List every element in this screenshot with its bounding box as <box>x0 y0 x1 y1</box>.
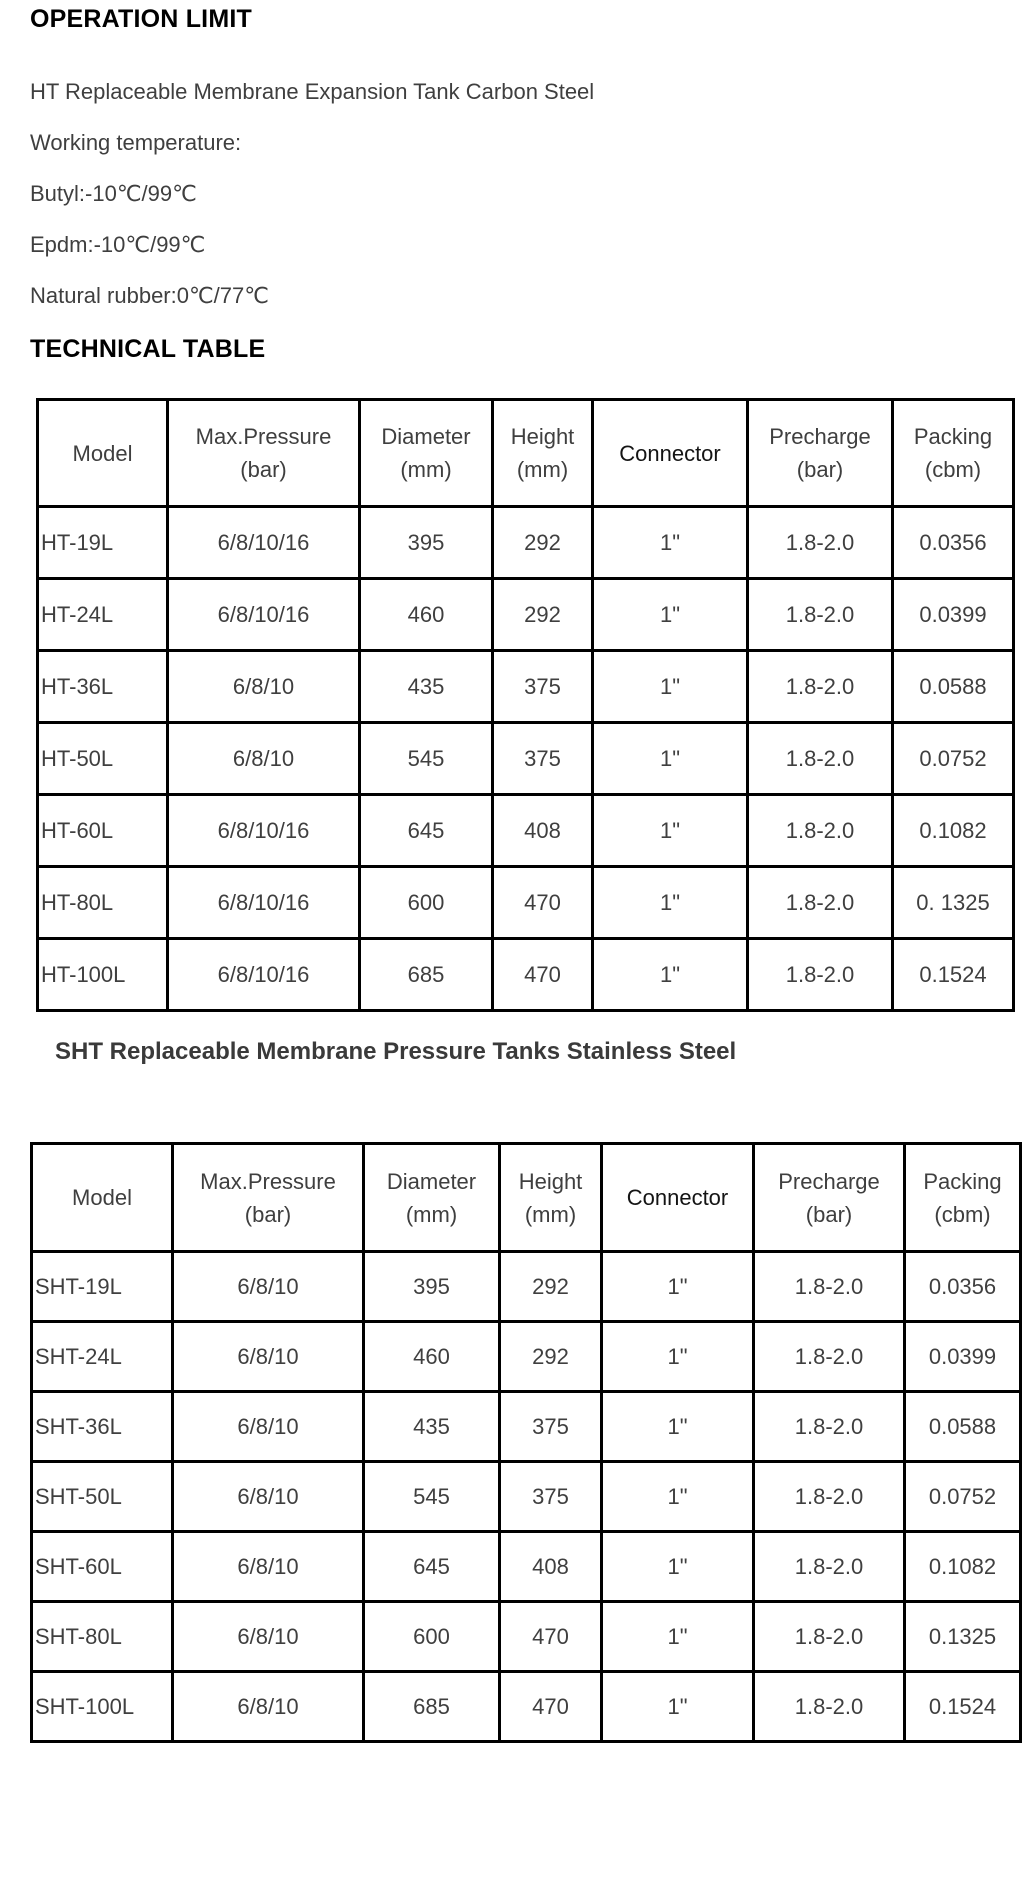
value-cell: 470 <box>493 939 593 1011</box>
value-cell: 460 <box>360 579 493 651</box>
value-cell: 1" <box>602 1392 754 1462</box>
value-cell: 6/8/10 <box>168 723 360 795</box>
header-row <box>32 1144 1021 1252</box>
value-cell: 1.8-2.0 <box>754 1392 905 1462</box>
value-cell: 0.0588 <box>893 651 1014 723</box>
table-row <box>32 1252 1021 1322</box>
value-cell: 6/8/10 <box>173 1392 364 1462</box>
value-cell: 1" <box>602 1602 754 1672</box>
table-row <box>32 1532 1021 1602</box>
value-cell: 395 <box>360 507 493 579</box>
value-cell: 1.8-2.0 <box>754 1462 905 1532</box>
value-cell: 470 <box>493 867 593 939</box>
value-cell: 6/8/10 <box>173 1322 364 1392</box>
header-line: Model <box>72 1185 132 1210</box>
header-unit-line: (bar) <box>244 1201 292 1227</box>
value-cell: 1" <box>593 579 748 651</box>
product-line-text: HT Replaceable Membrane Expansion Tank Carbon Steel <box>30 79 595 104</box>
header-line: Diameter <box>381 424 471 449</box>
value-cell: 1" <box>602 1462 754 1532</box>
sht-table-body <box>32 1252 1021 1742</box>
value-cell: 292 <box>500 1322 602 1392</box>
value-cell: 1.8-2.0 <box>748 867 893 939</box>
value-cell: 1" <box>593 867 748 939</box>
value-cell: 0.1524 <box>905 1672 1021 1742</box>
value-cell: 375 <box>500 1462 602 1532</box>
model-cell: HT-50L <box>38 723 168 795</box>
value-cell: 645 <box>364 1532 500 1602</box>
value-cell: 1" <box>593 723 748 795</box>
table-row <box>38 579 1014 651</box>
value-cell: 395 <box>364 1252 500 1322</box>
header-line: Connector <box>626 1185 729 1210</box>
column-header-diameter <box>364 1144 500 1252</box>
value-cell: 460 <box>364 1322 500 1392</box>
value-cell: 0.0356 <box>893 507 1014 579</box>
value-cell: 1.8-2.0 <box>748 795 893 867</box>
column-header-model <box>32 1144 173 1252</box>
value-cell: 6/8/10 <box>173 1462 364 1532</box>
table-row <box>38 939 1014 1011</box>
value-cell: 6/8/10/16 <box>168 867 360 939</box>
column-header-packing <box>905 1144 1021 1252</box>
column-header-precharge <box>754 1144 905 1252</box>
model-cell: SHT-50L <box>32 1462 173 1532</box>
model-cell: HT-80L <box>38 867 168 939</box>
header-line: Height <box>518 1168 583 1194</box>
model-cell: HT-19L <box>38 507 168 579</box>
model-cell: HT-24L <box>38 579 168 651</box>
table-row <box>32 1672 1021 1742</box>
value-cell: 1.8-2.0 <box>754 1322 905 1392</box>
value-cell: 408 <box>493 795 593 867</box>
value-cell: 0.0399 <box>905 1322 1021 1392</box>
value-cell: 1.8-2.0 <box>748 651 893 723</box>
header-unit-line: (cbm) <box>934 1201 991 1227</box>
sht-section-heading: SHT Replaceable Membrane Pressure Tanks Stainless Steel <box>55 1038 737 1065</box>
column-header-precharge <box>748 400 893 507</box>
header-row <box>38 400 1014 507</box>
value-cell: 435 <box>364 1392 500 1462</box>
value-cell: 6/8/10 <box>173 1672 364 1742</box>
table-row <box>38 723 1014 795</box>
table-row <box>38 651 1014 723</box>
value-cell: 470 <box>500 1602 602 1672</box>
value-cell: 375 <box>500 1392 602 1462</box>
column-header-model <box>38 400 168 507</box>
ht-table-body <box>38 507 1014 1011</box>
value-cell: 6/8/10/16 <box>168 795 360 867</box>
header-line: Model <box>72 440 133 466</box>
value-cell: 0.0752 <box>893 723 1014 795</box>
header-unit-line: (bar) <box>796 457 844 482</box>
model-cell: SHT-60L <box>32 1532 173 1602</box>
value-cell: 0.1082 <box>905 1532 1021 1602</box>
header-line: Height <box>510 424 575 449</box>
value-cell: 375 <box>493 651 593 723</box>
value-cell: 6/8/10 <box>173 1532 364 1602</box>
column-header-height <box>493 400 593 507</box>
header-unit-line: (mm) <box>400 457 452 482</box>
model-cell: SHT-36L <box>32 1392 173 1462</box>
value-cell: 1" <box>602 1672 754 1742</box>
header-line: Connector <box>619 440 721 466</box>
value-cell: 1" <box>593 507 748 579</box>
value-cell: 1.8-2.0 <box>754 1602 905 1672</box>
header-line: Precharge <box>769 424 871 449</box>
value-cell: 1.8-2.0 <box>754 1532 905 1602</box>
value-cell: 685 <box>360 939 493 1011</box>
model-cell: SHT-19L <box>32 1252 173 1322</box>
value-cell: 1" <box>602 1252 754 1322</box>
table-row <box>32 1602 1021 1672</box>
value-cell: 0.0399 <box>893 579 1014 651</box>
value-cell: 375 <box>493 723 593 795</box>
value-cell: 1" <box>602 1322 754 1392</box>
value-cell: 6/8/10/16 <box>168 507 360 579</box>
ht-table-header <box>38 400 1014 507</box>
value-cell: 0.0588 <box>905 1392 1021 1462</box>
model-cell: HT-36L <box>38 651 168 723</box>
header-unit-line: (bar) <box>240 457 287 482</box>
model-cell: SHT-100L <box>32 1672 173 1742</box>
value-cell: 408 <box>500 1532 602 1602</box>
value-cell: 1.8-2.0 <box>748 507 893 579</box>
column-header-connector <box>602 1144 754 1252</box>
working-temperature-label: Working temperature: <box>30 130 242 155</box>
header-unit-line: (bar) <box>805 1201 853 1227</box>
value-cell: 1.8-2.0 <box>748 579 893 651</box>
value-cell: 1.8-2.0 <box>754 1252 905 1322</box>
header-unit-line: (mm) <box>405 1201 458 1227</box>
natural-rubber-temperature-text: Natural rubber:0℃/77℃ <box>30 283 269 308</box>
sht-table-header <box>32 1144 1021 1252</box>
value-cell: 545 <box>360 723 493 795</box>
value-cell: 1" <box>593 795 748 867</box>
table-row <box>38 507 1014 579</box>
value-cell: 6/8/10 <box>173 1252 364 1322</box>
header-line: Precharge <box>778 1168 880 1194</box>
sht-technical-table <box>30 1142 1022 1743</box>
value-cell: 6/8/10/16 <box>168 579 360 651</box>
value-cell: 1.8-2.0 <box>748 939 893 1011</box>
model-cell: HT-100L <box>38 939 168 1011</box>
value-cell: 1" <box>593 939 748 1011</box>
table-row <box>38 795 1014 867</box>
value-cell: 435 <box>360 651 493 723</box>
value-cell: 6/8/10 <box>168 651 360 723</box>
value-cell: 1.8-2.0 <box>754 1672 905 1742</box>
header-line: Packing <box>923 1168 1002 1194</box>
value-cell: 1.8-2.0 <box>748 723 893 795</box>
header-line: Packing <box>913 424 993 449</box>
butyl-temperature-text: Butyl:-10℃/99℃ <box>30 181 197 206</box>
value-cell: 6/8/10/16 <box>168 939 360 1011</box>
value-cell: 645 <box>360 795 493 867</box>
header-line: Diameter <box>386 1168 477 1194</box>
ht-technical-table <box>36 398 1015 1012</box>
value-cell: 0.1325 <box>905 1602 1021 1672</box>
header-unit-line: (mm) <box>516 457 569 482</box>
model-cell: SHT-80L <box>32 1602 173 1672</box>
value-cell: 0.0356 <box>905 1252 1021 1322</box>
value-cell: 685 <box>364 1672 500 1742</box>
value-cell: 600 <box>364 1602 500 1672</box>
model-cell: HT-60L <box>38 795 168 867</box>
value-cell: 0. 1325 <box>893 867 1014 939</box>
column-header-max-pressure <box>173 1144 364 1252</box>
epdm-temperature-text: Epdm:-10℃/99℃ <box>30 232 206 257</box>
value-cell: 0.1082 <box>893 795 1014 867</box>
value-cell: 470 <box>500 1672 602 1742</box>
model-cell: SHT-24L <box>32 1322 173 1392</box>
header-unit-line: (mm) <box>524 1201 577 1227</box>
technical-table-heading: TECHNICAL TABLE <box>30 335 266 363</box>
header-line: Max.Pressure <box>195 424 332 449</box>
value-cell: 545 <box>364 1462 500 1532</box>
header-line: Max.Pressure <box>200 1168 336 1194</box>
value-cell: 0.0752 <box>905 1462 1021 1532</box>
value-cell: 600 <box>360 867 493 939</box>
value-cell: 1" <box>602 1532 754 1602</box>
value-cell: 292 <box>493 579 593 651</box>
column-header-diameter <box>360 400 493 507</box>
value-cell: 292 <box>500 1252 602 1322</box>
value-cell: 1" <box>593 651 748 723</box>
table-row <box>38 867 1014 939</box>
value-cell: 0.1524 <box>893 939 1014 1011</box>
column-header-max-pressure <box>168 400 360 507</box>
column-header-packing <box>893 400 1014 507</box>
header-unit-line: (cbm) <box>924 457 982 482</box>
column-header-connector <box>593 400 748 507</box>
table-row <box>32 1322 1021 1392</box>
table-row <box>32 1392 1021 1462</box>
value-cell: 6/8/10 <box>173 1602 364 1672</box>
table-row <box>32 1462 1021 1532</box>
value-cell: 292 <box>493 507 593 579</box>
column-header-height <box>500 1144 602 1252</box>
operation-limit-heading: OPERATION LIMIT <box>30 5 252 33</box>
